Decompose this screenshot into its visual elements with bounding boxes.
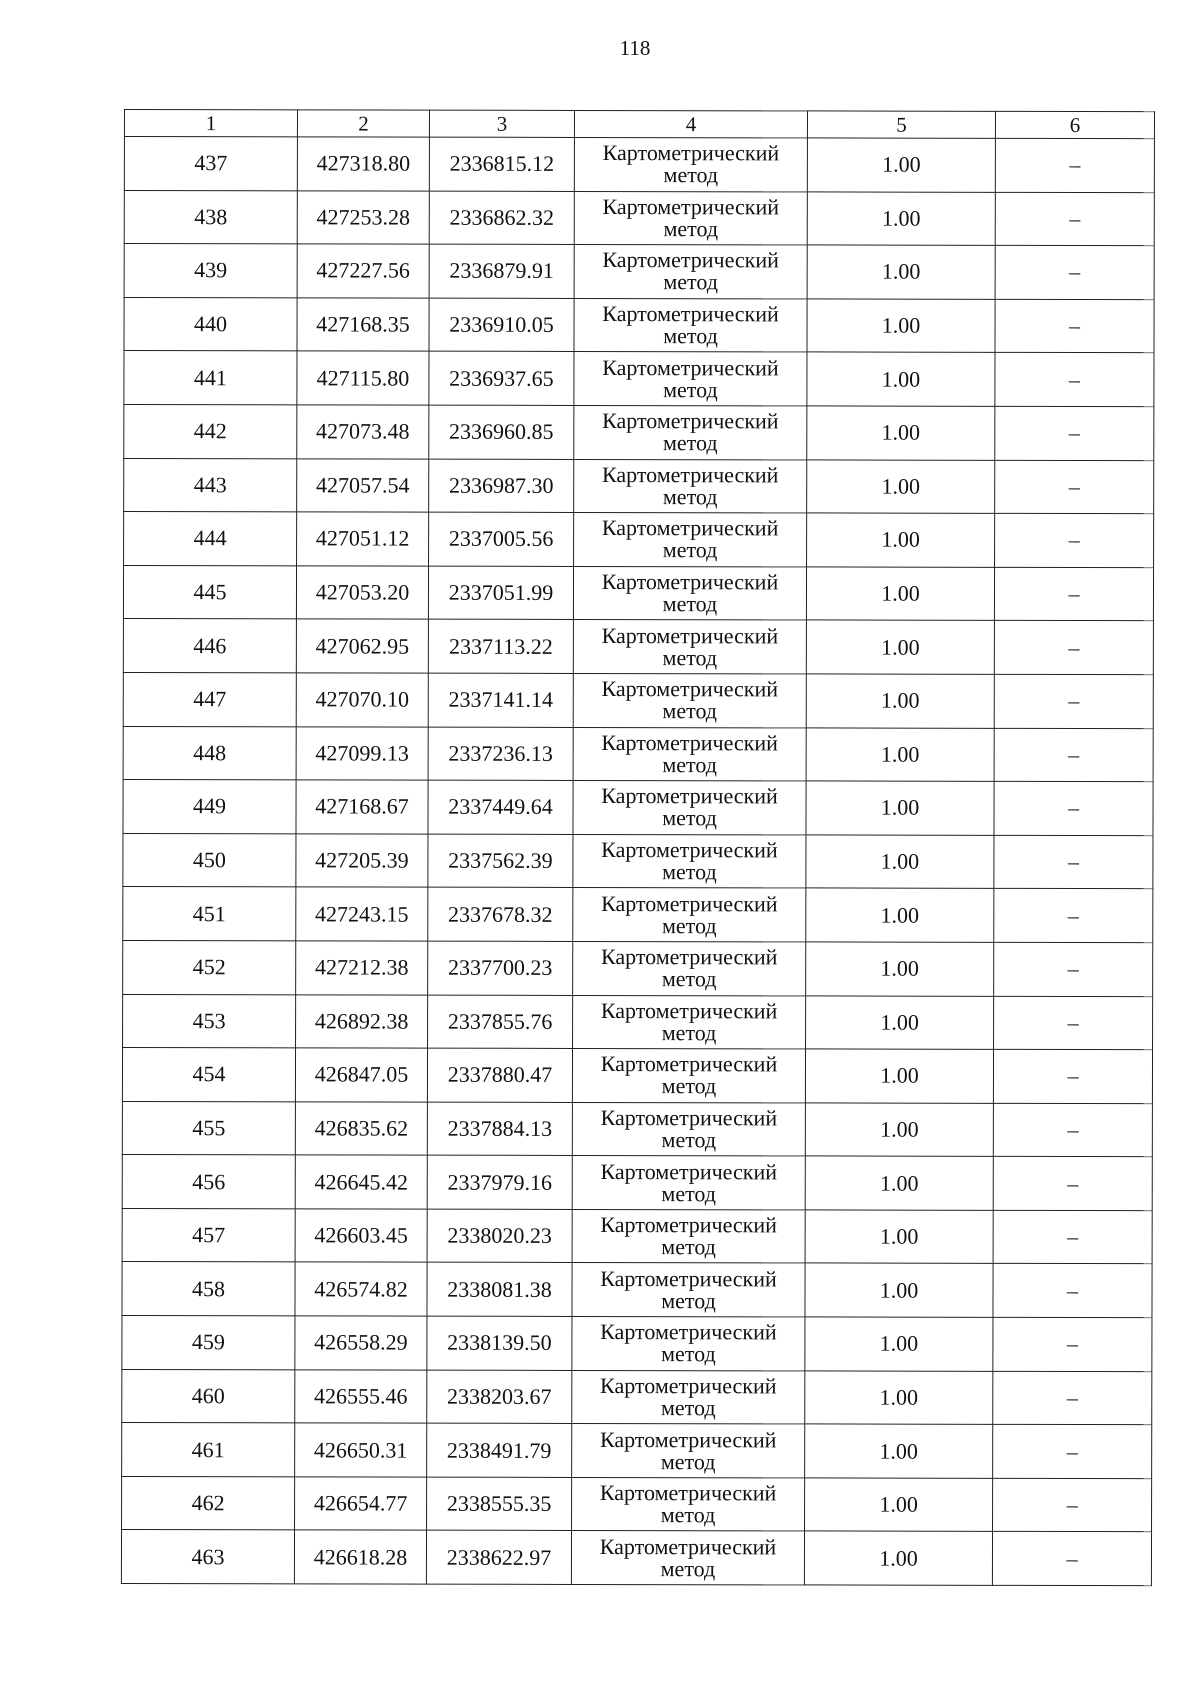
method-cell [571, 1531, 804, 1585]
table-row [124, 297, 1154, 353]
x-coordinate-cell: 427070.10 [296, 673, 428, 727]
y-coordinate-cell: 2337979.16 [427, 1155, 572, 1209]
method-line-2: метод [661, 966, 717, 992]
accuracy-cell: 1.00 [807, 406, 995, 460]
method-cell [572, 1209, 805, 1263]
method-cell [573, 941, 806, 995]
method-line-1: Картометрический [600, 1265, 777, 1292]
note-cell: – [994, 567, 1153, 621]
accuracy-cell: 1.00 [804, 1531, 992, 1585]
accuracy-cell: 1.00 [806, 567, 994, 621]
method-line-1: Картометрический [601, 676, 779, 702]
note-cell: – [994, 781, 1153, 835]
point-number-cell: 460 [122, 1369, 295, 1423]
point-number-cell: 449 [123, 780, 296, 834]
header-row [124, 110, 1154, 139]
method-cell [574, 245, 807, 299]
method-line-1: Картометрический [600, 997, 778, 1024]
method-line-1: Картометрический [602, 354, 779, 381]
method-line-1: Картометрический [600, 944, 778, 970]
y-coordinate-cell: 2337141.14 [428, 673, 573, 727]
y-coordinate-cell: 2338020.23 [427, 1209, 572, 1263]
note-cell: – [993, 1478, 1152, 1532]
method-cell [573, 673, 806, 727]
method-cell [572, 1477, 805, 1531]
method-line-1: Картометрический [601, 569, 779, 595]
table-row [124, 458, 1154, 514]
x-coordinate-cell: 427057.54 [297, 458, 429, 512]
accuracy-cell: 1.00 [805, 1263, 993, 1317]
accuracy-cell: 1.00 [805, 1317, 993, 1371]
y-coordinate-cell: 2337884.13 [427, 1102, 572, 1156]
point-number-cell: 440 [124, 297, 297, 351]
x-coordinate-cell: 427115.80 [297, 351, 429, 405]
table-row [124, 404, 1154, 460]
method-line-2: метод [663, 269, 718, 295]
point-number-cell: 446 [123, 619, 296, 673]
method-cell [572, 1263, 805, 1317]
y-coordinate-cell: 2338555.35 [427, 1477, 572, 1531]
accuracy-cell: 1.00 [806, 995, 994, 1049]
point-number-cell: 439 [124, 244, 297, 298]
y-coordinate-cell: 2336879.91 [429, 244, 574, 298]
y-coordinate-cell: 2338491.79 [427, 1423, 572, 1477]
method-line-2: метод [660, 1555, 716, 1581]
table-row [124, 244, 1154, 300]
method-cell [574, 352, 807, 406]
y-coordinate-cell: 2336815.12 [429, 137, 574, 191]
method-cell [573, 727, 806, 781]
x-coordinate-cell: 426835.62 [295, 1102, 427, 1156]
table-row [123, 940, 1153, 996]
y-coordinate-cell: 2336910.05 [429, 298, 574, 352]
table-row [123, 994, 1153, 1050]
accuracy-cell: 1.00 [805, 1478, 993, 1532]
table-row [124, 351, 1154, 407]
note-cell: – [993, 1157, 1152, 1211]
table-row [123, 672, 1153, 728]
y-coordinate-cell: 2337700.23 [428, 941, 573, 995]
accuracy-cell: 1.00 [806, 835, 994, 889]
point-number-cell: 463 [121, 1530, 294, 1584]
method-cell [573, 834, 806, 888]
table-row [122, 1423, 1152, 1479]
x-coordinate-cell: 427168.67 [296, 780, 428, 834]
method-cell [574, 459, 807, 513]
point-number-cell: 454 [122, 1048, 295, 1102]
method-line-1: Картометрический [599, 1480, 777, 1506]
accuracy-cell: 1.00 [805, 1156, 993, 1210]
x-coordinate-cell: 427253.28 [297, 190, 429, 244]
method-cell [573, 888, 806, 942]
accuracy-cell: 1.00 [806, 674, 994, 728]
method-line-2: метод [662, 805, 717, 831]
method-line-1: Картометрический [601, 622, 779, 649]
table-row [122, 1101, 1152, 1157]
note-cell: – [994, 674, 1153, 728]
x-coordinate-cell: 427318.80 [297, 137, 429, 191]
table-row [124, 190, 1154, 246]
method-cell [574, 405, 807, 459]
method-cell [574, 191, 807, 245]
accuracy-cell: 1.00 [807, 352, 995, 406]
note-cell: – [993, 1210, 1152, 1264]
method-line-1: Картометрический [601, 729, 778, 756]
note-cell: – [993, 1103, 1152, 1157]
point-number-cell: 457 [122, 1208, 295, 1262]
x-coordinate-cell: 426574.82 [295, 1262, 427, 1316]
method-line-1: Картометрический [600, 1212, 777, 1238]
method-line-1: Картометрический [601, 837, 778, 863]
x-coordinate-cell: 426558.29 [295, 1316, 427, 1370]
method-cell [573, 566, 806, 620]
method-line-2: метод [662, 537, 718, 563]
table-row [123, 619, 1153, 675]
y-coordinate-cell: 2338139.50 [427, 1316, 572, 1370]
method-cell [574, 137, 807, 191]
table-row [122, 1316, 1152, 1372]
accuracy-cell: 1.00 [807, 192, 995, 246]
column-header: 6 [995, 111, 1154, 138]
method-line-2: метод [661, 912, 717, 938]
x-coordinate-cell: 426645.42 [295, 1155, 427, 1209]
x-coordinate-cell: 427073.48 [297, 405, 429, 459]
x-coordinate-cell: 427205.39 [296, 834, 428, 888]
method-cell [572, 1317, 805, 1371]
method-cell [573, 781, 806, 835]
method-cell [572, 1370, 805, 1424]
note-cell: – [994, 889, 1153, 943]
table-row [122, 1262, 1152, 1318]
method-line-1: Картометрический [602, 193, 780, 220]
method-cell [572, 1102, 805, 1156]
note-cell: – [994, 728, 1153, 782]
x-coordinate-cell: 426892.38 [296, 994, 428, 1048]
method-line-2: метод [661, 1341, 716, 1367]
column-header: 5 [807, 111, 995, 138]
note-cell: – [995, 138, 1154, 192]
point-number-cell: 452 [123, 940, 296, 994]
y-coordinate-cell: 2337005.56 [429, 512, 574, 566]
point-number-cell: 444 [124, 512, 297, 566]
point-number-cell: 459 [122, 1316, 295, 1370]
table-row [121, 1530, 1151, 1586]
method-line-1: Картометрический [601, 461, 779, 488]
method-line-1: Картометрический [602, 408, 779, 434]
point-number-cell: 461 [122, 1423, 295, 1477]
method-line-2: метод [661, 1127, 717, 1153]
note-cell: – [995, 353, 1154, 407]
table-row [123, 887, 1153, 943]
table-row [122, 1208, 1152, 1264]
accuracy-cell: 1.00 [805, 1103, 993, 1157]
method-cell [572, 1424, 805, 1478]
point-number-cell: 443 [124, 458, 297, 512]
method-line-2: метод [662, 751, 717, 778]
method-cell [572, 1156, 805, 1210]
column-header: 1 [124, 110, 297, 137]
method-cell [574, 298, 807, 352]
note-cell: – [994, 621, 1153, 675]
method-line-2: метод [663, 323, 718, 349]
y-coordinate-cell: 2338622.97 [426, 1531, 571, 1585]
table-row [123, 726, 1153, 782]
accuracy-cell: 1.00 [807, 513, 995, 567]
page-number: 118 [619, 36, 651, 60]
accuracy-cell: 1.00 [805, 1210, 993, 1264]
x-coordinate-cell: 426847.05 [295, 1048, 427, 1102]
x-coordinate-cell: 427168.35 [297, 298, 429, 352]
accuracy-cell: 1.00 [805, 1049, 993, 1103]
table-row [124, 512, 1154, 568]
y-coordinate-cell: 2338203.67 [427, 1370, 572, 1424]
y-coordinate-cell: 2337855.76 [428, 995, 573, 1049]
y-coordinate-cell: 2336987.30 [429, 459, 574, 513]
y-coordinate-cell: 2336960.85 [429, 405, 574, 459]
x-coordinate-cell: 426603.45 [295, 1209, 427, 1263]
table-row [122, 1369, 1152, 1425]
accuracy-cell: 1.00 [806, 888, 994, 942]
accuracy-cell: 1.00 [805, 1424, 993, 1478]
method-line-2: метод [663, 216, 719, 242]
accuracy-cell: 1.00 [806, 620, 994, 674]
method-line-2: метод [662, 430, 718, 456]
note-cell: – [993, 1425, 1152, 1479]
method-line-1: Картометрический [601, 515, 779, 541]
point-number-cell: 438 [124, 190, 297, 244]
coordinates-table [121, 109, 1155, 1586]
method-line-2: метод [660, 1448, 716, 1474]
x-coordinate-cell: 427099.13 [296, 726, 428, 780]
note-cell: – [993, 1371, 1152, 1425]
note-cell: – [995, 406, 1154, 460]
accuracy-cell: 1.00 [807, 299, 995, 353]
y-coordinate-cell: 2337449.64 [428, 780, 573, 834]
method-line-1: Картометрический [600, 1158, 778, 1184]
x-coordinate-cell: 426650.31 [295, 1423, 427, 1477]
y-coordinate-cell: 2336937.65 [429, 352, 574, 406]
note-cell: – [992, 1532, 1151, 1586]
x-coordinate-cell: 427227.56 [297, 244, 429, 298]
method-cell [572, 1049, 805, 1103]
method-line-2: метод [662, 591, 718, 617]
method-line-2: метод [661, 1180, 717, 1206]
accuracy-cell: 1.00 [806, 781, 994, 835]
x-coordinate-cell: 427053.20 [296, 566, 428, 620]
method-line-2: метод [660, 1502, 716, 1528]
table-row [123, 565, 1153, 621]
y-coordinate-cell: 2337113.22 [428, 619, 573, 673]
note-cell: – [993, 1049, 1152, 1103]
x-coordinate-cell: 426654.77 [295, 1477, 427, 1531]
table-row [123, 780, 1153, 836]
y-coordinate-cell: 2337678.32 [428, 887, 573, 941]
note-cell: – [995, 192, 1154, 246]
method-line-2: метод [662, 644, 718, 670]
point-number-cell: 462 [122, 1476, 295, 1530]
x-coordinate-cell: 426555.46 [295, 1370, 427, 1424]
method-cell [574, 513, 807, 567]
note-cell: – [994, 996, 1153, 1050]
method-line-2: метод [662, 859, 717, 885]
point-number-cell: 445 [123, 565, 296, 619]
point-number-cell: 453 [123, 994, 296, 1048]
y-coordinate-cell: 2338081.38 [427, 1263, 572, 1317]
point-number-cell: 448 [123, 726, 296, 780]
table-row [124, 137, 1154, 193]
method-line-1: Картометрический [602, 301, 779, 327]
x-coordinate-cell: 427243.15 [296, 887, 428, 941]
table-body [121, 137, 1154, 1586]
point-number-cell: 455 [122, 1101, 295, 1155]
method-line-1: Картометрический [600, 1051, 778, 1077]
method-line-2: метод [661, 1073, 717, 1099]
method-line-1: Картометрический [600, 1372, 777, 1399]
method-line-1: Картометрический [601, 783, 778, 809]
point-number-cell: 442 [124, 404, 297, 458]
method-cell [573, 995, 806, 1049]
table-row [122, 1155, 1152, 1211]
x-coordinate-cell: 426618.28 [294, 1530, 426, 1584]
y-coordinate-cell: 2337880.47 [427, 1048, 572, 1102]
point-number-cell: 458 [122, 1262, 295, 1316]
point-number-cell: 447 [123, 672, 296, 726]
method-line-1: Картометрический [601, 890, 778, 916]
y-coordinate-cell: 2336862.32 [429, 191, 574, 245]
y-coordinate-cell: 2337562.39 [428, 834, 573, 888]
method-line-2: метод [661, 1019, 717, 1046]
method-line-1: Картометрический [599, 1533, 777, 1560]
y-coordinate-cell: 2337236.13 [428, 727, 573, 781]
accuracy-cell: 1.00 [807, 459, 995, 513]
method-line-1: Картометрический [600, 1319, 777, 1345]
method-cell [573, 620, 806, 674]
accuracy-cell: 1.00 [806, 727, 994, 781]
method-line-2: метод [660, 1395, 716, 1421]
method-line-2: метод [663, 162, 719, 188]
table-row [122, 1476, 1152, 1532]
column-header: 2 [297, 110, 429, 137]
note-cell: – [995, 513, 1154, 567]
note-cell: – [995, 299, 1154, 353]
method-line-1: Картометрический [600, 1104, 778, 1131]
note-cell: – [994, 942, 1153, 996]
note-cell: – [995, 246, 1154, 300]
point-number-cell: 451 [123, 887, 296, 941]
method-line-2: метод [662, 483, 718, 510]
y-coordinate-cell: 2337051.99 [428, 566, 573, 620]
method-line-2: метод [661, 1234, 716, 1260]
accuracy-cell: 1.00 [806, 942, 994, 996]
note-cell: – [993, 1264, 1152, 1318]
note-cell: – [993, 1317, 1152, 1371]
column-header: 3 [429, 110, 574, 137]
method-line-1: Картометрический [602, 247, 779, 273]
point-number-cell: 450 [123, 833, 296, 887]
accuracy-cell: 1.00 [807, 138, 995, 192]
method-line-1: Картометрический [599, 1426, 777, 1452]
x-coordinate-cell: 427062.95 [296, 619, 428, 673]
note-cell: – [995, 460, 1154, 514]
note-cell: – [994, 835, 1153, 889]
method-line-2: метод [662, 698, 718, 724]
point-number-cell: 437 [124, 137, 297, 191]
accuracy-cell: 1.00 [807, 245, 995, 299]
table-row [122, 1048, 1152, 1104]
column-header: 4 [574, 110, 807, 137]
x-coordinate-cell: 427212.38 [296, 941, 428, 995]
method-line-2: метод [661, 1287, 716, 1314]
method-line-1: Картометрический [602, 140, 780, 166]
accuracy-cell: 1.00 [805, 1371, 993, 1425]
table-row [123, 833, 1153, 889]
point-number-cell: 441 [124, 351, 297, 405]
point-number-cell: 456 [122, 1155, 295, 1209]
method-line-2: метод [663, 376, 718, 402]
x-coordinate-cell: 427051.12 [297, 512, 429, 566]
